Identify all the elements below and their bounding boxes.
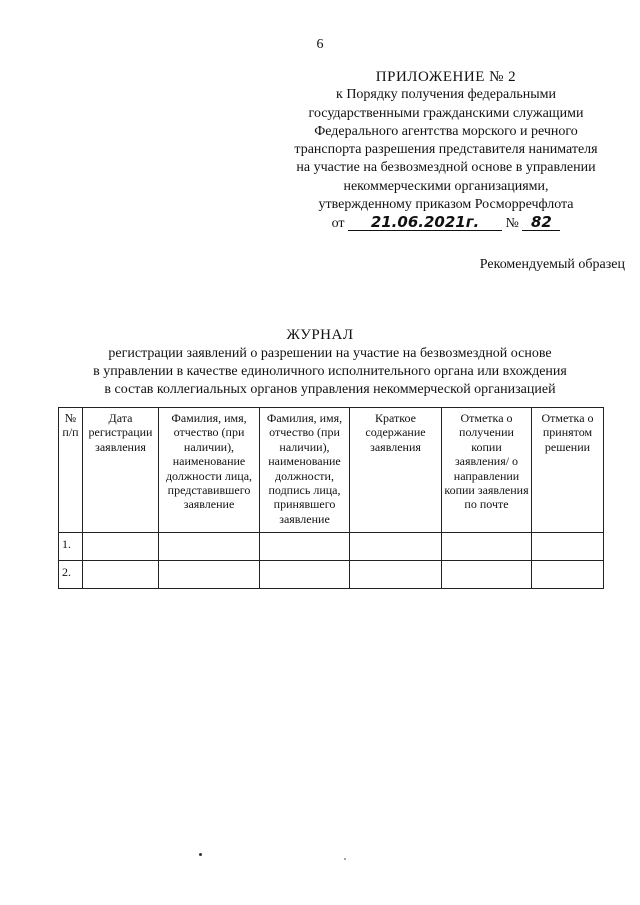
column-header: Краткое содержание заявления [350, 408, 442, 533]
appendix-line: Федерального агентства морского и речного [314, 123, 578, 139]
appendix-heading: ПРИЛОЖЕНИЕ № 2 [375, 69, 517, 85]
column-header: Отметка о принятом решении [532, 408, 604, 533]
column-header: Фамилия, имя, отчество (при наличии), наименование должности лица, представившего заявление [159, 408, 260, 533]
handwritten-date: 21.06.2021г. [348, 214, 502, 231]
date-prefix: от [331, 216, 345, 232]
column-header: № п/п [59, 408, 83, 533]
journal-subtitle-line: регистрации заявлений о разрешении на участие на безвозмездной основе [108, 346, 552, 361]
journal-subtitle-line: в состав коллегиальных органов управления некоммерческой организацией [104, 382, 556, 397]
table-cell [350, 533, 442, 561]
table-cell [260, 533, 350, 561]
journal-table [58, 407, 604, 589]
table-header-row [59, 408, 604, 533]
table-cell [260, 561, 350, 589]
table-cell [159, 533, 260, 561]
journal-title: ЖУРНАЛ [286, 327, 354, 343]
table-cell [83, 561, 159, 589]
appendix-line: транспорта разрешения представителя нанимателя [294, 142, 598, 158]
handwritten-number: 82 [522, 214, 560, 231]
journal-subtitle [40, 345, 620, 399]
table-cell [83, 533, 159, 561]
appendix-line: утвержденному приказом Росморречфлота [318, 197, 574, 213]
table-row [59, 561, 604, 589]
scan-speck [199, 853, 202, 856]
table-cell: 2. [59, 561, 83, 589]
table-cell [442, 561, 532, 589]
table-cell [442, 533, 532, 561]
appendix-line: к Порядку получения федеральными [336, 87, 556, 103]
page-number: 6 [316, 37, 324, 52]
appendix-line: некоммерческими организациями, [343, 178, 549, 194]
table-cell [350, 561, 442, 589]
column-header: Дата регистрации заявления [83, 408, 159, 533]
scan-speck [344, 858, 346, 860]
table-cell [532, 561, 604, 589]
table-cell [159, 561, 260, 589]
table-row [59, 533, 604, 561]
appendix-line: государственными гражданскими служащими [308, 105, 584, 121]
table-cell: 1. [59, 533, 83, 561]
journal-subtitle-line: в управлении в качестве единоличного исполнительного органа или вхождения [93, 364, 567, 379]
column-header: Отметка о получении копии заявления/ о направлении копии заявления по почте [442, 408, 532, 533]
number-prefix: № [505, 216, 519, 232]
column-header: Фамилия, имя, отчество (при наличии), наименование должности, подпись лица, принявшего заявление [260, 408, 350, 533]
table-cell [532, 533, 604, 561]
appendix-line: на участие на безвозмездной основе в управлении [296, 160, 596, 176]
order-date-line [266, 214, 626, 233]
recommended-sample-label: Рекомендуемый образец [479, 257, 625, 272]
appendix-block [266, 68, 626, 234]
